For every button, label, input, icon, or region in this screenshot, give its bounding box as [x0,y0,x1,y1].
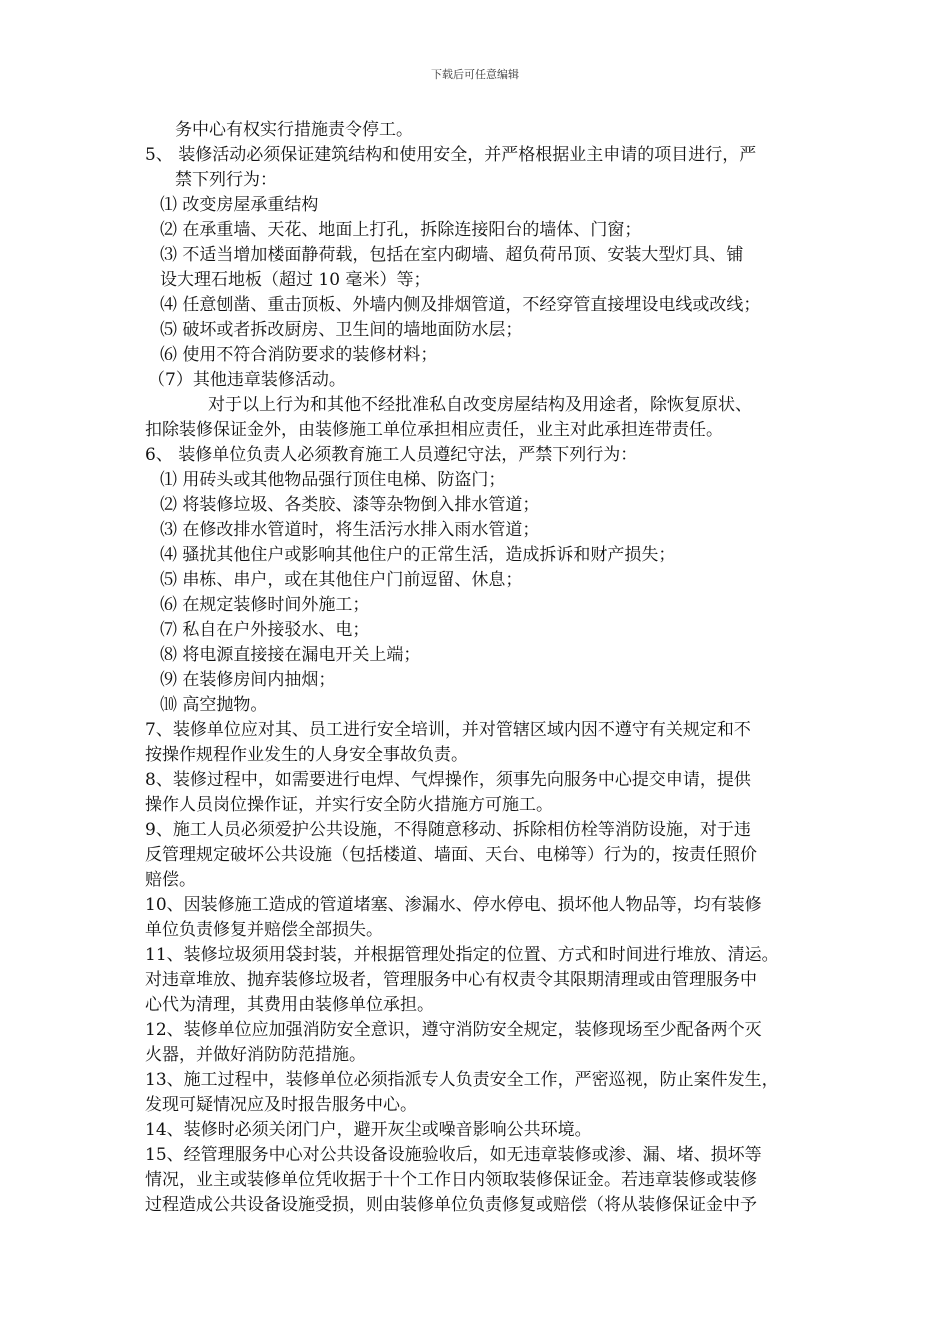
text-line: 对于以上行为和其他不经批准私自改变房屋结构及用途者，除恢复原状、 [208,395,752,415]
text-line: 情况，业主或装修单位凭收据于十个工作日内领取装修保证金。若违章装修或装修 [145,1170,757,1190]
text-line: ⑹ 使用不符合消防要求的装修材料； [160,345,438,365]
text-line: 单位负责修复并赔偿全部损失。 [145,920,383,940]
text-line: ⑶ 在修改排水管道时，将生活污水排入雨水管道； [160,520,540,540]
text-line: ⑽ 高空抛物。 [160,695,268,715]
text-line: 对违章堆放、抛弃装修垃圾者，管理服务中心有权责令其限期清理或由管理服务中 [145,970,757,990]
text-line: 6、 装修单位负责人必须教育施工人员遵纪守法，严禁下列行为： [145,445,638,465]
text-line: ⑵ 在承重墙、天花、地面上打孔，拆除连接阳台的墙体、门窗； [160,220,642,240]
text-line: 8、装修过程中，如需要进行电焊、气焊操作，须事先向服务中心提交申请，提供 [145,770,751,790]
text-line: （7）其他违章装修活动。 [148,370,346,390]
text-line: ⑶ 不适当增加楼面静荷载，包括在室内砌墙、超负荷吊顶、安装大型灯具、铺 [160,245,744,265]
text-line: 5、 装修活动必须保证建筑结构和使用安全，并严格根据业主申请的项目进行，严 [145,145,757,165]
text-line: ⑹ 在规定装修时间外施工； [160,595,370,615]
text-line: 7、装修单位应对其、员工进行安全培训，并对管辖区域内因不遵守有关规定和不 [145,720,751,740]
text-line: 12、装修单位应加强消防安全意识，遵守消防安全规定，装修现场至少配备两个灭 [145,1020,762,1040]
text-line: 11、装修垃圾须用袋封装，并根据管理处指定的位置、方式和时间进行堆放、清运。 [145,945,779,965]
text-line: 10、因装修施工造成的管道堵塞、渗漏水、停水停电、损坏他人物品等，均有装修 [145,895,762,915]
text-line: ⑴ 用砖头或其他物品强行顶住电梯、防盗门； [160,470,506,490]
text-line: 过程造成公共设备设施受损，则由装修单位负责修复或赔偿（将从装修保证金中予 [145,1195,757,1215]
page-header: 下载后可任意编辑 [431,68,519,81]
text-line: ⑵ 将装修垃圾、各类胶、漆等杂物倒入排水管道； [160,495,540,515]
text-line: ⑴ 改变房屋承重结构 [160,195,319,215]
text-line: ⑸ 破坏或者拆改厨房、卫生间的墙地面防水层； [160,320,523,340]
text-line: 心代为清理，其费用由装修单位承担。 [145,995,434,1015]
text-line: 反管理规定破坏公共设施（包括楼道、墙面、天台、电梯等）行为的，按责任照价 [145,845,757,865]
text-line: ⑷ 骚扰其他住户或影响其他住户的正常生活，造成拆诉和财产损失； [160,545,676,565]
text-line: ⑼ 在装修房间内抽烟； [160,670,336,690]
text-line: 火器，并做好消防防范措施。 [145,1045,366,1065]
text-line: 14、装修时必须关闭门户，避开灰尘或噪音影响公共环境。 [145,1120,592,1140]
text-line: ⑸ 串栋、串户，或在其他住户门前逗留、休息； [160,570,523,590]
text-line: ⑻ 将电源直接接在漏电开关上端； [160,645,421,665]
text-line: 赔偿。 [145,870,196,890]
text-line: 设大理石地板（超过 10 毫米）等； [160,270,431,290]
text-line: 9、施工人员必须爱护公共设施，不得随意移动、拆除相仿栓等消防设施，对于违 [145,820,751,840]
text-line: 禁下列行为： [175,170,277,190]
text-line: 操作人员岗位操作证，并实行安全防火措施方可施工。 [145,795,553,815]
text-line: ⑺ 私自在户外接驳水、电； [160,620,370,640]
text-line: 15、经管理服务中心对公共设备设施验收后，如无违章装修或渗、漏、堵、损坏等 [145,1145,762,1165]
text-line: 13、施工过程中，装修单位必须指派专人负责安全工作，严密巡视，防止案件发生， [145,1070,779,1090]
text-line: ⑷ 任意刨凿、重击顶板、外墙内侧及排烟管道，不经穿管直接埋设电线或改线； [160,295,761,315]
text-line: 发现可疑情况应及时报告服务中心。 [145,1095,417,1115]
text-line: 扣除装修保证金外，由装修施工单位承担相应责任，业主对此承担连带责任。 [145,420,723,440]
text-line: 务中心有权实行措施责令停工。 [175,120,413,140]
text-line: 按操作规程作业发生的人身安全事故负责。 [145,745,468,765]
